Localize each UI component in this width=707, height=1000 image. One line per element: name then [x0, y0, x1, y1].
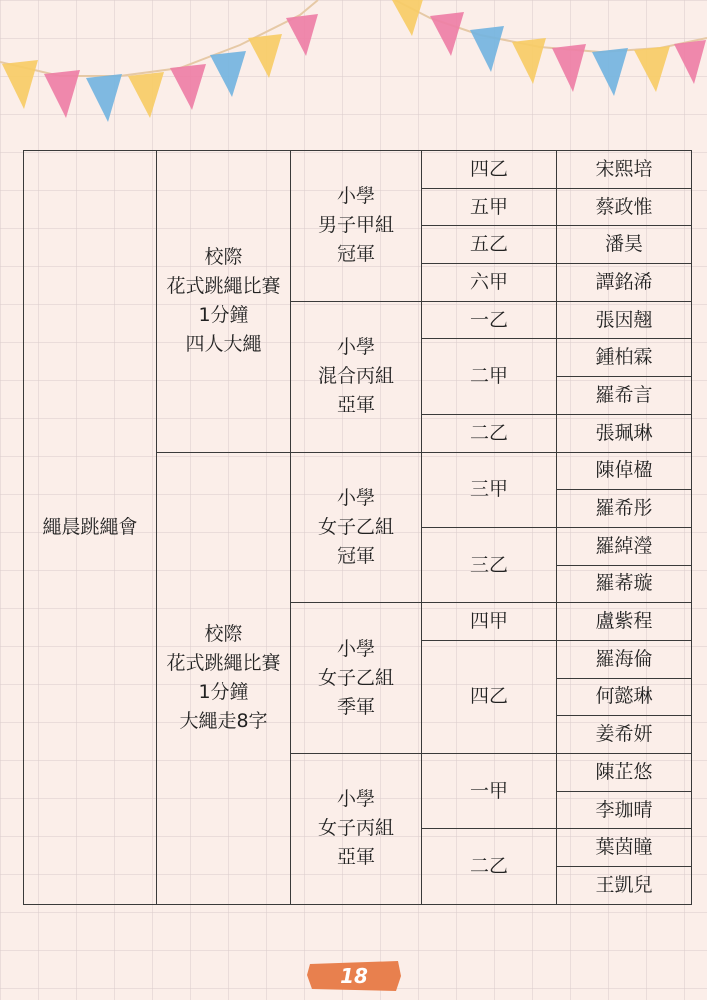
bunting-flag: [248, 34, 282, 78]
class-cell: 二乙: [422, 829, 557, 904]
student-cell: 潘昊: [557, 226, 692, 264]
class-cell: 六甲: [422, 264, 557, 302]
bunting-flag: [210, 51, 246, 97]
student-cell: 盧紫程: [557, 603, 692, 641]
competition-cell: 校際 花式跳繩比賽 1分鐘 大繩走8字: [157, 452, 291, 904]
class-cell: 五乙: [422, 226, 557, 264]
student-cell: 羅綽瀅: [557, 527, 692, 565]
award-cell: 小學 混合丙組 亞軍: [291, 301, 422, 452]
student-cell: 張因翹: [557, 301, 692, 339]
bunting-flag: [170, 64, 206, 110]
bunting-decoration: [0, 0, 707, 125]
bunting-flag: [634, 46, 670, 92]
class-cell: 三甲: [422, 452, 557, 527]
bunting-flag: [470, 26, 504, 72]
page-number: 18: [340, 964, 368, 988]
bunting-flag: [430, 12, 464, 56]
student-cell: 鍾柏霖: [557, 339, 692, 377]
bunting-flag: [512, 38, 546, 84]
class-cell: 二甲: [422, 339, 557, 414]
student-cell: 羅莃璇: [557, 565, 692, 603]
table-row: [24, 151, 692, 189]
bunting-flag: [286, 14, 318, 56]
class-cell: 五甲: [422, 188, 557, 226]
student-cell: 李珈晴: [557, 791, 692, 829]
student-cell: 陳倬楹: [557, 452, 692, 490]
student-cell: 姜希妍: [557, 716, 692, 754]
bunting-flag: [128, 72, 164, 118]
class-cell: 一甲: [422, 754, 557, 829]
bunting-flag: [674, 40, 706, 84]
student-cell: 葉茵瞳: [557, 829, 692, 867]
class-cell: 二乙: [422, 414, 557, 452]
student-cell: 何懿琳: [557, 678, 692, 716]
bunting-flag: [86, 74, 122, 122]
bunting-flag: [552, 44, 586, 92]
student-cell: 羅希彤: [557, 490, 692, 528]
award-cell: 小學 女子乙組 季軍: [291, 603, 422, 754]
bunting-flag: [592, 48, 628, 96]
class-cell: 三乙: [422, 527, 557, 602]
student-cell: 蔡政惟: [557, 188, 692, 226]
event-cell: 繩晨跳繩會: [24, 151, 157, 905]
student-cell: 羅希言: [557, 377, 692, 415]
competition-cell: 校際 花式跳繩比賽 1分鐘 四人大繩: [157, 151, 291, 453]
award-cell: 小學 女子丙組 亞軍: [291, 754, 422, 905]
bunting-flag: [392, 0, 424, 36]
student-cell: 譚銘浠: [557, 264, 692, 302]
award-cell: 小學 男子甲組 冠軍: [291, 151, 422, 302]
class-cell: 四乙: [422, 640, 557, 753]
bunting-flag: [2, 60, 38, 109]
award-cell: 小學 女子乙組 冠軍: [291, 452, 422, 603]
bunting-flag: [44, 70, 80, 118]
student-cell: 王凱兒: [557, 867, 692, 905]
student-cell: 張珮琳: [557, 414, 692, 452]
class-cell: 四甲: [422, 603, 557, 641]
student-cell: 陳芷悠: [557, 754, 692, 792]
student-cell: 羅海倫: [557, 640, 692, 678]
student-cell: 宋熙培: [557, 151, 692, 189]
award-table: [23, 150, 692, 905]
class-cell: 一乙: [422, 301, 557, 339]
class-cell: 四乙: [422, 151, 557, 189]
